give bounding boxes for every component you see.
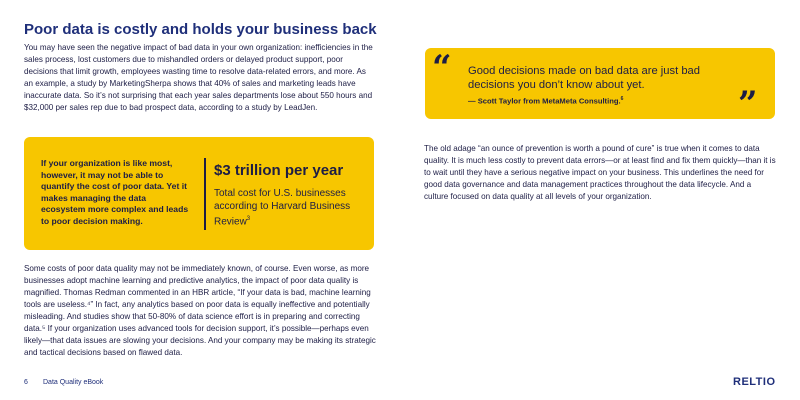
quote-text: Good decisions made on bad data are just bad decisions you don’t know about yet. (468, 65, 700, 91)
stat-headline: $3 trillion per year (214, 162, 344, 179)
quote-attribution-text: — Scott Taylor from MetaMeta Consulting. (468, 96, 621, 106)
stat-divider (204, 158, 206, 230)
open-quote-icon: “ (432, 48, 452, 88)
stat-subtext-body: Total cost for U.S. businesses according to Harvard Business Review (214, 188, 351, 228)
quote-footnote: 6 (620, 96, 624, 102)
reltio-logo: RELTIO (733, 376, 776, 388)
close-quote-icon: ” (738, 84, 758, 124)
stat-callout-text: If your organization is like most, however, it may not be able to quantify the cost of poor data. Yet it makes managing the data ecosystem more complex and leads to poor decision making. (41, 158, 189, 226)
second-paragraph: Some costs of poor data quality may not be immediately known, of course. Even worse, as more businesses adopt machine learning and predictive analytics, the impact of poor data quality is magnified. Thomas Redman commented in an HBR article, “If your data is bad, machine learning tools are useless.⁴” In fact, any analytics based on poor data is equally ineffective and potentially misleading. And studies show that 50-80% of data science effort is in preparing and correcting data.⁵ If your organization uses advanced tools for decision support, it’s possible—perhaps even likely—that data issues are slowing your decisions. And your company may be making its strategic and tactical decisions based on flawed data. (24, 264, 376, 357)
stat-subtext (214, 187, 364, 228)
stat-footnote: 3 (246, 216, 251, 222)
page-heading: Poor data is costly and holds your business back (24, 21, 377, 38)
page-number: 6 (24, 379, 28, 386)
intro-paragraph: You may have seen the negative impact of bad data in your own organization: inefficiencies in the sales process, lost customers due to mishandled orders or delayed product support, poor decisions that limit growth, employees wasting time to resolve data-related errors, and more. As an example, a study by MarketingSherpa shows that 40% of sales and marketing leads have inaccurate data. So it’s not surprising that each year sales departments lose about 550 hours and $32,000 per sales rep due to bad prospect data, according to a study by LeadJen. (24, 43, 373, 112)
quote-attribution (468, 96, 738, 106)
right-paragraph: The old adage “an ounce of prevention is worth a pound of cure” is true when it comes to data quality. It is much less costly to prevent data errors—or at least find and fix them quickly—than it is to wait until they have a serious negative impact on your business. This underlines the need for good data governance and data management practices throughout the data lifecycle. And a culture focused on data quality at all levels of your organization. (424, 144, 776, 201)
ebook-title: Data Quality eBook (43, 379, 104, 386)
